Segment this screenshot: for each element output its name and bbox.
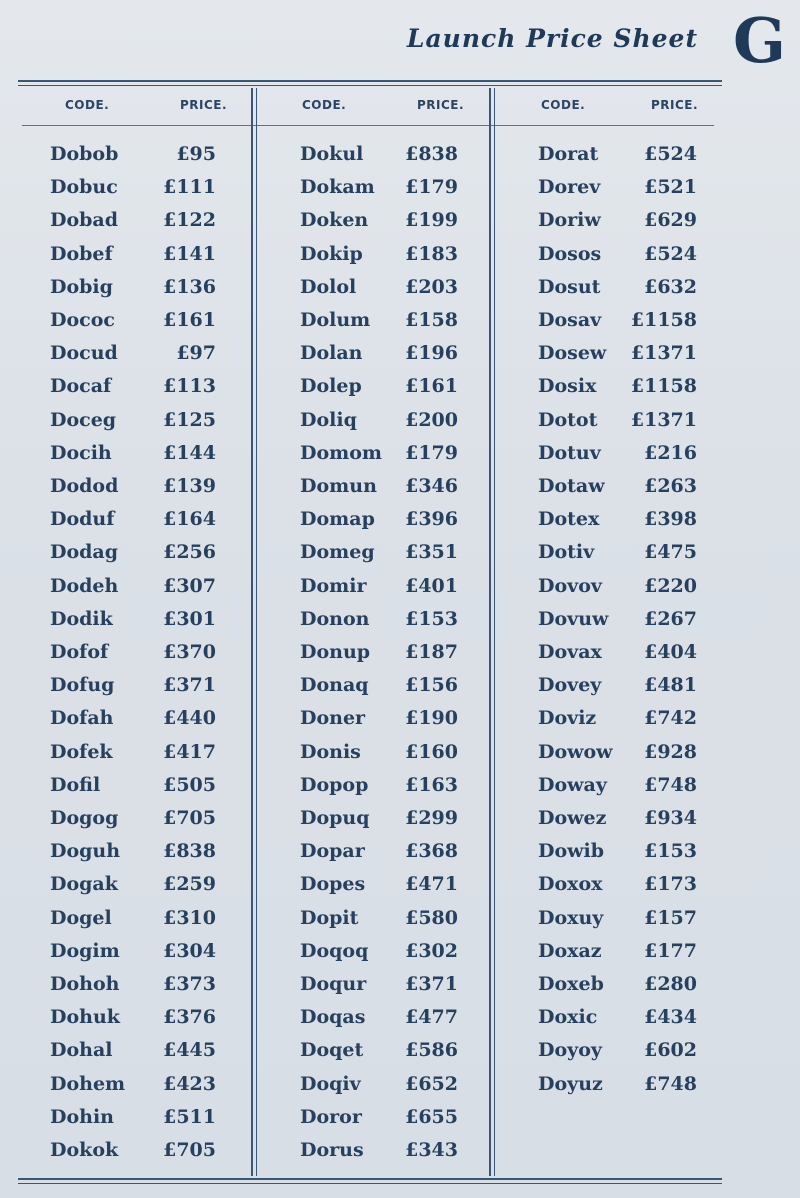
column-1-code-header: CODE.	[65, 98, 110, 112]
product-code: Docih	[50, 441, 112, 464]
product-code: Dowib	[538, 840, 605, 863]
product-price: £1371	[630, 342, 697, 365]
product-code: Donon	[300, 607, 370, 630]
product-price: £304	[163, 939, 216, 962]
product-price: £160	[405, 740, 458, 763]
product-price: £434	[644, 1006, 697, 1029]
product-code: Dohem	[50, 1072, 126, 1095]
table-row	[50, 1068, 216, 1101]
table-row	[538, 204, 697, 237]
column-3-price-header: PRICE.	[651, 98, 699, 112]
product-price: £1158	[630, 309, 697, 331]
table-row	[538, 1034, 697, 1067]
product-price: £199	[405, 209, 458, 232]
table-row	[538, 769, 697, 802]
product-price: £396	[405, 508, 458, 531]
column-divider-1b	[256, 88, 257, 1176]
table-row	[300, 470, 458, 503]
product-code: Doduf	[50, 508, 115, 531]
table-row	[300, 935, 458, 968]
product-code: Domom	[300, 441, 383, 464]
product-price: £371	[405, 973, 458, 995]
product-price: £179	[405, 176, 458, 199]
product-code: Dorus	[300, 1139, 364, 1161]
product-code: Dofah	[50, 707, 114, 730]
page-title: Launch Price Sheet	[406, 24, 698, 53]
product-price: £263	[644, 475, 697, 497]
table-row	[300, 171, 458, 204]
product-code: Dodag	[50, 541, 119, 564]
table-row	[538, 935, 697, 968]
table-row	[50, 570, 216, 603]
product-price: £580	[405, 906, 458, 929]
table-row	[538, 536, 697, 569]
table-row	[50, 204, 216, 237]
product-price: £153	[405, 607, 458, 630]
product-price: £113	[163, 375, 216, 398]
table-row	[50, 669, 216, 702]
product-price: £139	[163, 475, 216, 497]
product-price: £511	[163, 1105, 216, 1128]
product-code: Doxox	[538, 873, 603, 896]
table-row	[300, 902, 458, 935]
product-code: Doxuy	[538, 906, 604, 929]
table-row	[50, 503, 216, 536]
table-row	[300, 271, 458, 304]
top-rule	[18, 80, 722, 82]
table-row	[300, 337, 458, 370]
product-code: Dopuq	[300, 807, 370, 829]
product-code: Dokok	[50, 1139, 119, 1161]
product-price: £655	[405, 1105, 458, 1128]
product-code: Dolum	[300, 309, 371, 331]
column-divider-1	[251, 88, 253, 1176]
product-price: £705	[163, 1139, 216, 1161]
product-code: Doqiv	[300, 1072, 361, 1095]
table-row	[538, 902, 697, 935]
product-code: Doxaz	[538, 939, 602, 962]
product-code: Doyuz	[538, 1072, 603, 1095]
product-code: Donis	[300, 740, 361, 763]
product-price: £301	[163, 607, 216, 630]
product-code: Dorev	[538, 176, 601, 199]
product-price: £742	[644, 707, 697, 730]
product-code: Dosut	[538, 275, 601, 298]
table-row	[538, 370, 697, 403]
product-code: Dofil	[50, 773, 101, 796]
table-row	[50, 1134, 216, 1167]
table-row	[538, 669, 697, 702]
table-row	[50, 470, 216, 503]
product-price: £280	[644, 973, 697, 995]
product-code: Donup	[300, 641, 371, 663]
table-row	[50, 171, 216, 204]
product-price: £122	[163, 209, 216, 232]
product-code: Domir	[300, 574, 367, 597]
table-row	[50, 935, 216, 968]
table-row	[300, 868, 458, 901]
table-row	[300, 1134, 458, 1167]
table-row	[50, 736, 216, 769]
product-price: £417	[163, 740, 216, 763]
product-code: Dohin	[50, 1105, 114, 1128]
product-price: £179	[405, 441, 458, 464]
product-code: Dopes	[300, 873, 366, 896]
table-row	[538, 238, 697, 271]
product-code: Dovax	[538, 641, 602, 663]
table-row	[300, 603, 458, 636]
product-code: Doqur	[300, 973, 367, 995]
product-price: £748	[644, 1072, 697, 1095]
product-code: Dotaw	[538, 475, 605, 497]
product-code: Doliq	[300, 408, 357, 431]
product-code: Dowow	[538, 740, 613, 763]
table-row	[300, 138, 458, 171]
table-row	[300, 736, 458, 769]
product-price: £299	[405, 807, 458, 829]
table-row	[538, 1001, 697, 1034]
column-divider-2b	[494, 88, 495, 1176]
product-price: £586	[405, 1039, 458, 1062]
table-row	[300, 636, 458, 669]
product-code: Dohoh	[50, 973, 120, 995]
product-price: £256	[163, 541, 216, 564]
product-price: £153	[644, 840, 697, 863]
table-row	[300, 968, 458, 1001]
header-underline	[22, 125, 714, 126]
product-code: Dotex	[538, 508, 600, 531]
product-code: Dolol	[300, 275, 357, 298]
product-code: Domap	[300, 508, 375, 531]
product-code: Doyoy	[538, 1039, 602, 1062]
table-row	[50, 238, 216, 271]
table-row	[300, 238, 458, 271]
product-code: Domun	[300, 475, 377, 497]
product-code: Dofug	[50, 674, 115, 697]
product-code: Dodeh	[50, 574, 119, 597]
product-price: £136	[163, 275, 216, 298]
table-row	[538, 1068, 697, 1101]
product-price: £477	[405, 1006, 458, 1029]
table-row	[300, 1034, 458, 1067]
product-code: Dopop	[300, 773, 369, 796]
table-row	[538, 603, 697, 636]
product-price: £163	[405, 773, 458, 796]
product-code: Dogel	[50, 906, 112, 929]
column-2-price-header: PRICE.	[417, 98, 465, 112]
table-row	[300, 304, 458, 337]
table-row	[300, 769, 458, 802]
column-divider-2	[489, 88, 491, 1176]
table-row	[538, 636, 697, 669]
product-code: Dosos	[538, 242, 602, 265]
product-price: £267	[644, 607, 697, 630]
product-code: Doken	[300, 209, 369, 232]
bottom-rule-inner	[18, 1183, 722, 1184]
table-row	[300, 835, 458, 868]
product-price: £173	[644, 873, 697, 896]
product-price: £161	[163, 309, 216, 331]
table-row	[300, 802, 458, 835]
product-price: £373	[163, 973, 216, 995]
product-code: Dobig	[50, 275, 113, 298]
product-price: £200	[405, 408, 458, 431]
table-row	[538, 138, 697, 171]
product-price: £524	[644, 143, 697, 165]
product-price: £1371	[630, 408, 697, 431]
product-price: £440	[163, 707, 216, 730]
product-price: £652	[405, 1072, 458, 1095]
table-row	[300, 1001, 458, 1034]
product-code: Doqoq	[300, 939, 369, 962]
table-row	[50, 437, 216, 470]
product-code: Dosix	[538, 375, 597, 398]
product-code: Domeg	[300, 541, 375, 564]
table-row	[538, 835, 697, 868]
table-row	[300, 570, 458, 603]
column-2-code-header: CODE.	[302, 98, 347, 112]
product-price: £1158	[630, 375, 697, 398]
product-code: Docud	[50, 342, 118, 365]
product-price: £445	[163, 1039, 216, 1062]
product-price: £144	[163, 441, 216, 464]
product-price: £216	[644, 441, 697, 464]
table-row	[50, 1034, 216, 1067]
product-code: Dofek	[50, 740, 113, 763]
product-code: Dokam	[300, 176, 375, 199]
product-code: Dotuv	[538, 441, 601, 464]
product-code: Dowez	[538, 807, 607, 829]
product-price: £423	[163, 1072, 216, 1095]
product-price: £521	[644, 176, 697, 199]
product-price: £346	[405, 475, 458, 497]
product-price: £371	[163, 674, 216, 697]
product-code: Dorat	[538, 143, 599, 165]
product-price: £602	[644, 1039, 697, 1062]
product-code: Dobuc	[50, 176, 118, 199]
product-code: Dohal	[50, 1039, 113, 1062]
product-code: Dovuw	[538, 607, 609, 630]
product-price: £629	[644, 209, 697, 232]
product-price: £164	[163, 508, 216, 531]
product-price: £95	[176, 143, 216, 165]
product-price: £481	[644, 674, 697, 697]
table-row	[50, 370, 216, 403]
product-code: Dotot	[538, 408, 598, 431]
product-price: £111	[163, 176, 216, 199]
product-price: £177	[644, 939, 697, 962]
product-code: Dosav	[538, 309, 602, 331]
product-price: £505	[163, 773, 216, 796]
product-price: £524	[644, 242, 697, 265]
product-code: Doriw	[538, 209, 601, 232]
product-price: £343	[405, 1139, 458, 1161]
table-row	[50, 968, 216, 1001]
table-row	[300, 370, 458, 403]
product-code: Dopar	[300, 840, 365, 863]
table-row	[538, 171, 697, 204]
product-code: Dolan	[300, 342, 363, 365]
product-code: Dokip	[300, 242, 363, 265]
product-code: Dobad	[50, 209, 119, 232]
product-price: £632	[644, 275, 697, 298]
table-row	[50, 536, 216, 569]
product-price: £838	[405, 143, 458, 165]
product-code: Dosew	[538, 342, 607, 365]
table-row	[300, 404, 458, 437]
product-code: Dogak	[50, 873, 118, 896]
top-rule-inner	[18, 85, 722, 86]
table-row	[300, 503, 458, 536]
product-price: £190	[405, 707, 458, 730]
product-price: £351	[405, 541, 458, 564]
table-row	[300, 669, 458, 702]
product-code: Dohuk	[50, 1006, 120, 1029]
product-code: Dodod	[50, 475, 119, 497]
table-row	[50, 138, 216, 171]
table-row	[538, 437, 697, 470]
product-price: £125	[163, 408, 216, 431]
product-price: £141	[163, 242, 216, 265]
table-row	[50, 835, 216, 868]
table-row	[50, 802, 216, 835]
product-code: Dobob	[50, 143, 119, 165]
product-code: Doqas	[300, 1006, 366, 1029]
table-row	[538, 470, 697, 503]
product-code: Dogog	[50, 807, 119, 829]
table-row	[538, 802, 697, 835]
table-row	[50, 1101, 216, 1134]
product-price: £187	[405, 641, 458, 663]
product-code: Docaf	[50, 375, 112, 398]
product-price: £376	[163, 1006, 216, 1029]
table-row	[50, 271, 216, 304]
product-price: £156	[405, 674, 458, 697]
product-price: £475	[644, 541, 697, 564]
product-price: £404	[644, 641, 697, 663]
product-price: £97	[176, 342, 216, 365]
product-code: Doviz	[538, 707, 597, 730]
product-price: £368	[405, 840, 458, 863]
product-price: £471	[405, 873, 458, 896]
product-code: Dogim	[50, 939, 120, 962]
product-price: £705	[163, 807, 216, 829]
product-price: £220	[644, 574, 697, 597]
product-price: £928	[644, 740, 697, 763]
table-row	[538, 968, 697, 1001]
product-price: £196	[405, 342, 458, 365]
product-code: Dofof	[50, 641, 109, 663]
product-code: Dococ	[50, 309, 115, 331]
table-row	[300, 204, 458, 237]
table-row	[300, 437, 458, 470]
table-row	[50, 1001, 216, 1034]
product-price: £370	[163, 641, 216, 663]
table-row	[50, 702, 216, 735]
table-row	[538, 570, 697, 603]
table-row	[50, 404, 216, 437]
product-price: £310	[163, 906, 216, 929]
table-row	[300, 1068, 458, 1101]
product-code: Dovov	[538, 574, 602, 597]
product-code: Doceg	[50, 408, 117, 431]
product-price: £748	[644, 773, 697, 796]
table-row	[50, 902, 216, 935]
product-code: Dobef	[50, 242, 113, 265]
product-price: £302	[405, 939, 458, 962]
bottom-rule	[18, 1178, 722, 1180]
table-row	[538, 304, 697, 337]
table-row	[300, 1101, 458, 1134]
product-code: Doror	[300, 1105, 362, 1128]
table-row	[538, 503, 697, 536]
table-row	[50, 868, 216, 901]
product-code: Doxeb	[538, 973, 604, 995]
product-code: Dolep	[300, 375, 362, 398]
product-price: £157	[644, 906, 697, 929]
column-3-code-header: CODE.	[541, 98, 586, 112]
product-price: £161	[405, 375, 458, 398]
product-code: Dodik	[50, 607, 113, 630]
table-row	[538, 271, 697, 304]
product-code: Dovey	[538, 674, 602, 697]
product-code: Doguh	[50, 840, 121, 863]
table-row	[538, 868, 697, 901]
table-row	[538, 337, 697, 370]
product-code: Dopit	[300, 906, 359, 929]
product-price: £398	[644, 508, 697, 531]
product-price: £183	[405, 242, 458, 265]
product-code: Dotiv	[538, 541, 595, 564]
table-row	[50, 769, 216, 802]
product-code: Dokul	[300, 143, 364, 165]
table-row	[50, 636, 216, 669]
product-code: Doner	[300, 707, 366, 730]
product-price: £158	[405, 309, 458, 331]
product-code: Doxic	[538, 1006, 598, 1029]
table-row	[538, 404, 697, 437]
table-row	[50, 603, 216, 636]
table-row	[50, 304, 216, 337]
product-code: Doway	[538, 773, 607, 796]
table-row	[50, 337, 216, 370]
product-price: £934	[644, 807, 697, 829]
column-1-price-header: PRICE.	[180, 98, 228, 112]
product-price: £259	[163, 873, 216, 896]
table-row	[538, 736, 697, 769]
table-row	[300, 702, 458, 735]
product-price: £401	[405, 574, 458, 597]
product-price: £307	[163, 574, 216, 597]
table-row	[300, 536, 458, 569]
product-code: Donaq	[300, 674, 369, 697]
section-letter: G	[733, 4, 786, 77]
table-row	[538, 702, 697, 735]
product-price: £838	[163, 840, 216, 863]
product-code: Doqet	[300, 1039, 364, 1062]
product-price: £203	[405, 275, 458, 298]
